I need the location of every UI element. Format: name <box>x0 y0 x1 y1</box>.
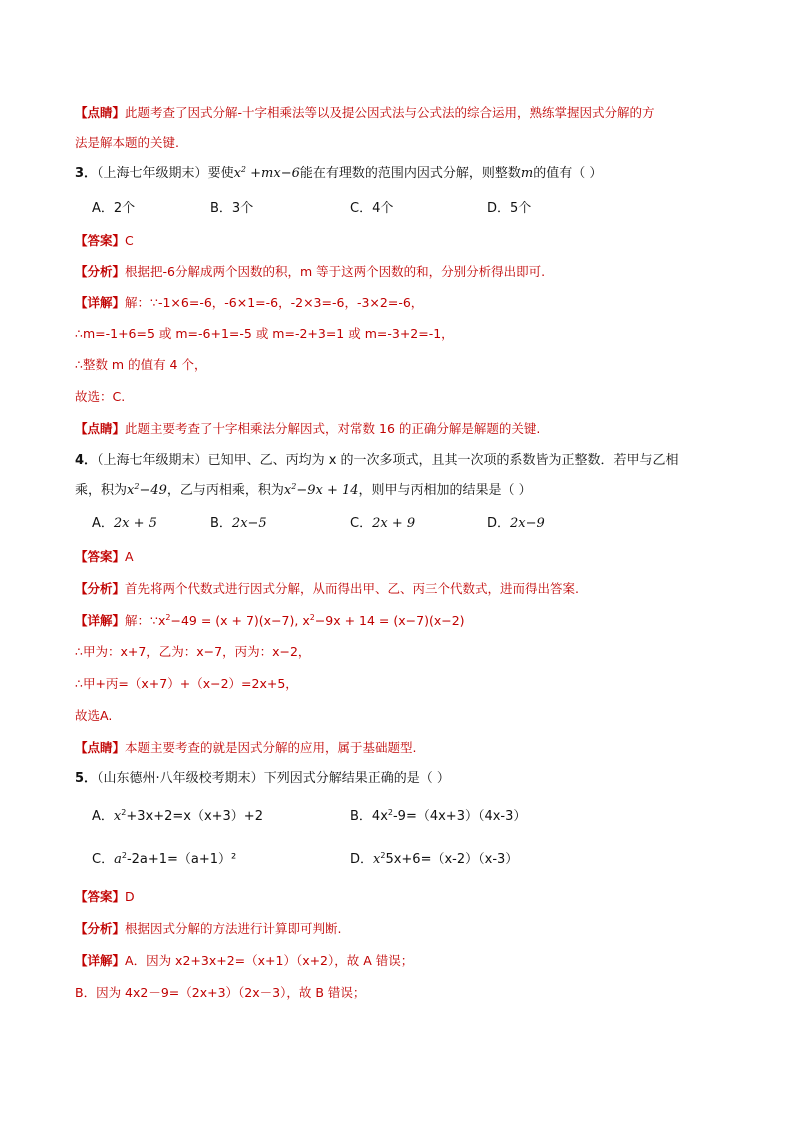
detail-text: A．因为 x2+3x+2=（x+1）（x+2），故 A 错误； <box>125 953 414 968</box>
analysis-text: 根据因式分解的方法进行计算即可判断. <box>125 921 342 936</box>
q3-answer <box>75 232 134 250</box>
option-expr: 4x <box>371 809 388 824</box>
math-exponent: 2 <box>134 482 140 491</box>
math-expr <box>127 483 167 498</box>
math-expr <box>234 166 300 181</box>
dianjing-label: 【点睛】 <box>75 421 126 436</box>
option-letter: B． <box>350 809 372 824</box>
math-exponent: 2 <box>121 851 127 860</box>
q5-option-b <box>350 808 526 826</box>
q5-answer <box>75 888 135 906</box>
q3-analysis <box>75 263 545 281</box>
math-var: x <box>113 809 122 824</box>
question-number: 5． <box>75 771 98 786</box>
q2-dianjing-line1 <box>75 104 655 122</box>
q4-detail-1 <box>75 612 465 630</box>
q4-option-a <box>92 515 157 533</box>
dianjing-text: 此题主要考查了十字相乘法分解因式，对常数 16 的正确分解是解题的关键. <box>125 421 541 436</box>
math-var: x <box>373 852 381 867</box>
answer-value: C <box>125 233 134 248</box>
stem-text: 已知甲、乙、丙均为 x 的一次多项式，且其一次项的系数皆为正整数．若甲与乙相 <box>207 453 679 468</box>
dianjing-text: 此题考查了因式分解-十字相乘法等以及提公因式法与公式法的综合运用，熟练掌握因式分解的方 <box>125 105 655 120</box>
option-letter: C． <box>350 516 373 531</box>
q3-detail-4: 故选：C. <box>75 389 126 404</box>
q5-stem <box>75 770 450 788</box>
q5-option-c <box>92 851 236 869</box>
option-letter: C． <box>92 852 115 867</box>
detail-label: 【详解】 <box>75 953 126 968</box>
math-exponent: 2 <box>165 613 171 622</box>
detail-text: −9x + 14 = (x−7)(x−2) <box>314 613 465 628</box>
math-rest: +mx−6 <box>246 166 300 181</box>
option-expr: 2x−5 <box>231 516 267 531</box>
q4-detail-3: ∴甲+丙=（x+7）+（x−2）=2x+5， <box>75 676 298 691</box>
q4-option-c <box>350 515 415 533</box>
math-var: m <box>520 166 534 181</box>
question-source: （山东德州·八年级校考期末） <box>97 771 264 786</box>
q3-detail-2: ∴m=-1+6=5 或 m=-6+1=-5 或 m=-2+3=1 或 m=-3+2=-1， <box>75 326 454 341</box>
dianjing-text: 本题主要考查的就是因式分解的应用，属于基础题型. <box>125 740 417 755</box>
option-letter: B． <box>210 516 232 531</box>
math-var: x <box>233 166 241 181</box>
option-expr: 2x + 9 <box>372 516 416 531</box>
stem-text: 要使 <box>207 166 234 181</box>
answer-label: 【答案】 <box>75 889 126 904</box>
math-exponent: 2 <box>387 808 393 817</box>
option-letter: A． <box>92 516 114 531</box>
q3-option-a: A．2个 <box>92 201 136 216</box>
answer-label: 【答案】 <box>75 233 126 248</box>
dianjing-label: 【点睛】 <box>75 105 126 120</box>
stem-text: 能在有理数的范围内因式分解，则整数 <box>299 166 521 181</box>
q5-detail-2: B．因为 4x2－9=（2x+3）（2x－3），故 B 错误； <box>75 985 366 1000</box>
math-exponent: 2 <box>121 808 127 817</box>
math-var: a <box>114 852 122 867</box>
q4-answer <box>75 548 134 566</box>
q4-option-b <box>210 515 267 533</box>
math-exponent: 2 <box>309 613 315 622</box>
detail-text: 解：∵-1×6=-6，-6×1=-6，-2×3=-6，-3×2=-6， <box>125 295 424 310</box>
question-number: 4． <box>75 453 98 468</box>
analysis-text: 根据把-6分解成两个因数的积，m 等于这两个因数的和，分别分析得出即可. <box>125 264 546 279</box>
detail-text: 解：∵x <box>125 613 166 628</box>
stem-text: 下列因式分解结果正确的是（ ） <box>263 771 450 786</box>
analysis-label: 【分析】 <box>75 921 126 936</box>
dianjing-text: 法是解本题的关键. <box>75 135 179 150</box>
q2-dianjing-line2 <box>75 134 179 152</box>
analysis-label: 【分析】 <box>75 581 126 596</box>
q3-option-b: B．3个 <box>210 201 254 216</box>
stem-text: 的值有（ ） <box>533 166 603 181</box>
detail-label: 【详解】 <box>75 295 126 310</box>
math-rest: −49 <box>139 483 167 498</box>
option-expr: 2x−9 <box>510 516 545 531</box>
q3-detail-3: ∴整数 m 的值有 4 个， <box>75 357 207 372</box>
option-expr: -2a+1=（a+1）² <box>126 852 237 867</box>
q5-analysis <box>75 920 342 938</box>
math-var: x <box>127 483 135 498</box>
q3-option-d: D．5个 <box>487 201 532 216</box>
math-rest: −9x + 14 <box>296 483 359 498</box>
math-exponent: 2 <box>291 482 297 491</box>
option-expr: 5x+6=（x-2）（x-3） <box>385 852 519 867</box>
option-letter: A． <box>92 809 114 824</box>
detail-text: −49 = (x + 7)(x−7), x <box>170 613 310 628</box>
question-source: （上海七年级期末） <box>97 166 208 181</box>
analysis-label: 【分析】 <box>75 264 126 279</box>
q4-detail-2: ∴甲为：x+7，乙为：x−7，丙为：x−2， <box>75 644 311 659</box>
q4-option-d <box>487 515 545 533</box>
question-source: （上海七年级期末） <box>97 453 208 468</box>
q5-option-d <box>350 851 518 869</box>
math-var: x <box>283 483 292 498</box>
math-exponent: 2 <box>380 851 386 860</box>
q4-stem-line2 <box>75 482 532 500</box>
answer-value: A <box>125 549 134 564</box>
q4-analysis <box>75 580 579 598</box>
q3-dianjing <box>75 420 540 438</box>
q4-detail-4: 故选A. <box>75 708 113 723</box>
dianjing-label: 【点睛】 <box>75 740 126 755</box>
q5-detail-1 <box>75 952 413 970</box>
analysis-text: 首先将两个代数式进行因式分解，从而得出甲、乙、丙三个代数式，进而得出答案. <box>125 581 579 596</box>
stem-text: ，则甲与丙相加的结果是（ ） <box>358 483 532 498</box>
q3-stem <box>75 165 602 183</box>
math-expr <box>284 483 359 498</box>
answer-label: 【答案】 <box>75 549 126 564</box>
answer-value: D <box>125 889 135 904</box>
option-letter: D． <box>487 516 511 531</box>
option-expr: 2x + 5 <box>113 516 157 531</box>
option-expr: -9=（4x+3）（4x-3） <box>392 809 527 824</box>
q3-detail-1 <box>75 294 423 312</box>
stem-text: 乘，积为 <box>75 483 128 498</box>
detail-label: 【详解】 <box>75 613 126 628</box>
stem-text: ，乙与丙相乘，积为 <box>166 483 284 498</box>
q3-option-c: C．4个 <box>350 201 394 216</box>
option-expr: +3x+2=x（x+3）+2 <box>126 809 263 824</box>
math-exponent: 2 <box>240 165 247 174</box>
q4-stem-line1 <box>75 452 679 470</box>
q4-dianjing <box>75 739 417 757</box>
q5-option-a <box>92 808 263 826</box>
option-letter: D． <box>350 852 374 867</box>
question-number: 3． <box>75 166 98 181</box>
